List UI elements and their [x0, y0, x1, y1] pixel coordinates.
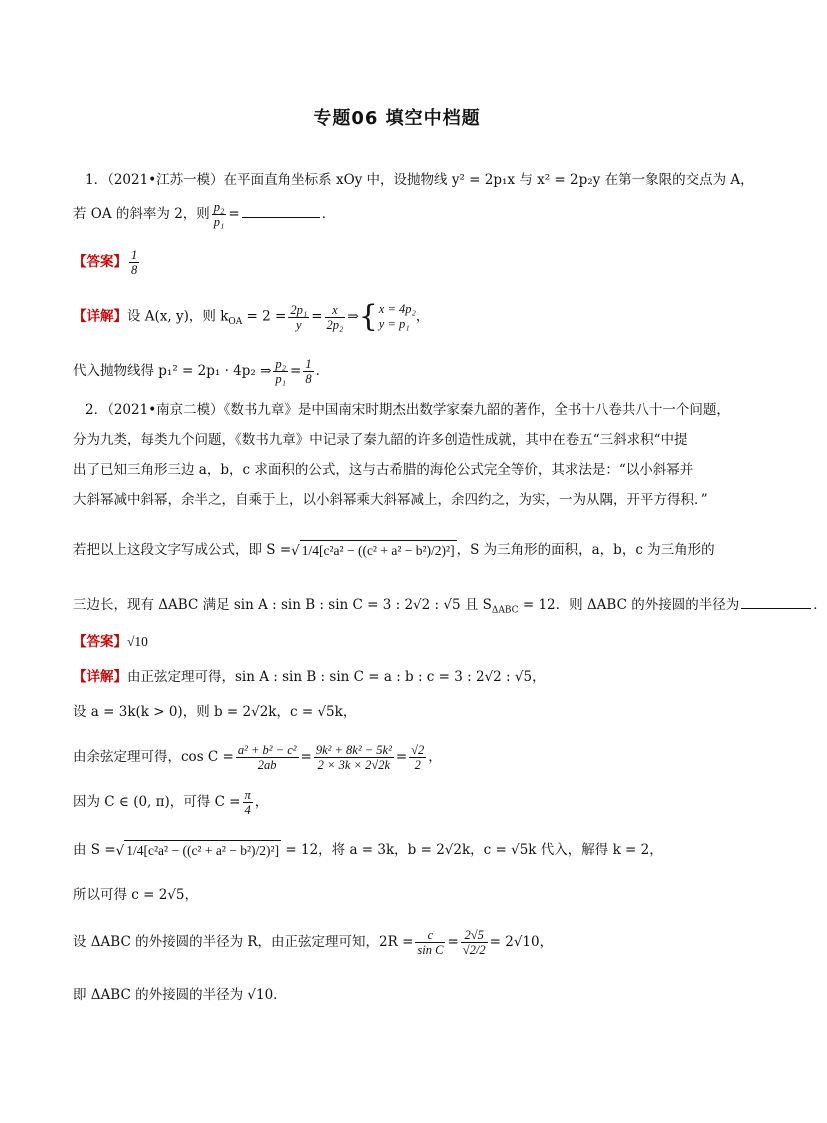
equals-sign: =	[300, 749, 312, 765]
fraction-1	[415, 928, 445, 957]
period: ．	[321, 206, 336, 222]
answer-label: 【答案】	[73, 254, 127, 270]
left-brace: {	[358, 299, 378, 334]
formula-explanation: ，S 为三角形的面积，a，b，c 为三角形的	[456, 542, 715, 558]
fraction-1	[273, 357, 288, 386]
system-line-1: x = 4p₂	[378, 302, 416, 316]
fraction-denominator: sin C	[417, 943, 444, 957]
detail-result: = 2√10，	[489, 934, 554, 950]
fraction-numerator: x	[325, 303, 346, 318]
problem2-line4: 大斜幂减中斜幂，余半之，自乘于上，以小斜幂乘大斜幂减上，余四约之，为实，一为从隅，开平方得积．”	[73, 492, 708, 508]
equals-text: = 2 =	[242, 308, 287, 325]
equation-system	[379, 302, 416, 332]
fraction-denominator: 2 × 3k × 2√2k	[317, 758, 390, 772]
fraction-denominator: 8	[305, 372, 312, 386]
problem2-line2: 分为九类，每类九个问题，《数书九章》中记录了秦九韶的许多创造性成就，其中在卷五“三斜求积“中提	[73, 432, 688, 448]
condition-text: 三边长，现有 ΔABC 满足 sin A : sin B : sin C = 3 : 2√2 : √5 且 S	[73, 597, 492, 613]
implies-arrow: ⇒	[347, 308, 359, 325]
sqrt-formula: √ 1/4[c²a² − ((c² + a² − b²)/2)²]	[116, 840, 281, 861]
problem2-line6	[73, 595, 827, 616]
fraction-3	[409, 743, 426, 772]
fraction-2	[303, 357, 313, 386]
fraction-2	[325, 303, 346, 332]
answer-blank[interactable]	[741, 596, 811, 609]
fraction-1	[288, 303, 309, 332]
problem1-detail2	[73, 357, 733, 386]
comma: ，	[254, 794, 269, 810]
detail-text: 代入抛物线得 p₁² = 2p₁ · 4p₂ ⇒	[73, 363, 272, 379]
answer-label: 【答案】	[73, 634, 127, 650]
fraction-numerator: 1	[131, 248, 138, 262]
detail-text: 设 A(x, y)，则 k	[127, 308, 229, 325]
question-text: = 12．则 ΔABC 的外接圆的半径为	[518, 597, 740, 613]
fraction-numerator: √2	[411, 743, 425, 757]
equals-sign: =	[395, 749, 408, 765]
detail-label: 【详解】	[73, 669, 127, 685]
answer-fraction	[129, 248, 139, 277]
fraction-denominator: 2	[414, 758, 421, 772]
equals-sign: =	[228, 206, 240, 222]
equals-sign: =	[311, 308, 323, 325]
problem2-detail3	[73, 743, 733, 772]
problem1-line2-pre: 若 OA 的斜率为 2，则	[73, 206, 210, 222]
answer-value: √10	[127, 634, 148, 649]
fraction-denominator: p₁	[275, 372, 287, 386]
fraction-numerator: a² + b² − c²	[237, 743, 297, 757]
period: ．	[813, 597, 827, 613]
detail-text: 由余弦定理可得，cos C =	[73, 749, 234, 765]
fraction-numerator: p₂	[275, 357, 287, 371]
fraction-numerator: p₂	[213, 200, 225, 214]
period: ．	[315, 363, 330, 379]
fraction-numerator: 2√5	[461, 928, 488, 943]
comma: ，	[428, 749, 442, 765]
problem2-detail8: 即 ΔABC 的外接圆的半径为 √10．	[73, 987, 287, 1003]
fraction-denominator: 4	[244, 803, 251, 817]
answer-blank[interactable]	[242, 205, 320, 218]
detail-label: 【详解】	[73, 308, 127, 325]
fraction-1	[236, 743, 299, 772]
fraction-denominator: √2/2	[462, 943, 486, 957]
problem2-detail7	[73, 928, 733, 957]
fraction-denominator: 2p₂	[326, 317, 344, 332]
detail-text: 由正弦定理可得，sin A : sin B : sin C = a : b : c = 3 : 2√2 : √5，	[127, 669, 546, 685]
fraction-numerator: c	[415, 928, 445, 943]
problem2-detail2: 设 a = 3k(k > 0)，则 b = 2√2k，c = √5k，	[73, 704, 357, 720]
area-subscript: ΔABC	[491, 605, 519, 616]
slope-subscript: OA	[228, 317, 243, 328]
formula-intro: 若把以上这段文字写成公式，即 S =	[73, 542, 292, 558]
equals-sign: =	[290, 363, 302, 379]
fraction-2	[314, 743, 394, 772]
problem1-line1: 1．（2021•江苏一模）在平面直角坐标系 xOy 中，设抛物线 y² = 2p₁x 与 x² = 2p₂y 在第一象限的交点为 A，	[85, 172, 754, 188]
problem2-detail4	[73, 788, 733, 817]
detail-result: = 12，将 a = 3k，b = 2√2k，c = √5k 代入，解得 k = 2，	[281, 842, 663, 858]
equals-sign: =	[447, 934, 459, 950]
fraction-denominator: 8	[131, 263, 138, 277]
detail-text: 设 ΔABC 的外接圆的半径为 R，由正弦定理可知，2R =	[73, 934, 414, 950]
detail-text: 由 S =	[73, 842, 116, 858]
detail-text: 因为 C ∈ (0, π)，可得 C =	[73, 794, 241, 810]
fraction-numerator: 2p₁	[290, 302, 308, 317]
problem1-line2	[73, 200, 733, 229]
problem2-detail6: 所以可得 c = 2√5，	[73, 887, 199, 903]
problem1-detail1	[73, 299, 733, 334]
radicand: 1/4[c²a² − ((c² + a² − b²)/2)²]	[300, 540, 457, 561]
fraction-2	[461, 928, 488, 957]
fraction-numerator: π	[244, 788, 251, 802]
problem2-line5	[73, 540, 733, 561]
problem2-detail5	[73, 840, 733, 861]
fraction-denominator: y	[296, 317, 302, 332]
fraction-denominator: p₁	[213, 215, 225, 229]
sqrt-formula: √ 1/4[c²a² − ((c² + a² − b²)/2)²]	[291, 540, 456, 561]
problem2-line3: 出了已知三角形三边 a，b，c 求面积的公式，这与古希腊的海伦公式完全等价，其求法是：“以小斜幂并	[73, 462, 694, 478]
problem2-line1: 2．（2021•南京二模）《数书九章》是中国南宋时期杰出数学家秦九韶的著作，全书十八卷共八十一个问题，	[85, 402, 730, 418]
problem2-detail1	[73, 667, 733, 687]
fraction-1	[243, 788, 253, 817]
problem2-answer	[73, 632, 733, 652]
radicand: 1/4[c²a² − ((c² + a² − b²)/2)²]	[124, 840, 281, 861]
system-line-2: y = p₁	[378, 317, 410, 331]
page-title: 专题06 填空中档题	[313, 108, 481, 129]
comma: ，	[415, 308, 430, 325]
problem1-answer	[73, 248, 733, 277]
fraction-numerator: 9k² + 8k² − 5k²	[315, 743, 392, 757]
fraction-denominator: 2ab	[257, 758, 277, 772]
ratio-fraction	[212, 200, 227, 229]
fraction-numerator: 1	[305, 357, 312, 371]
